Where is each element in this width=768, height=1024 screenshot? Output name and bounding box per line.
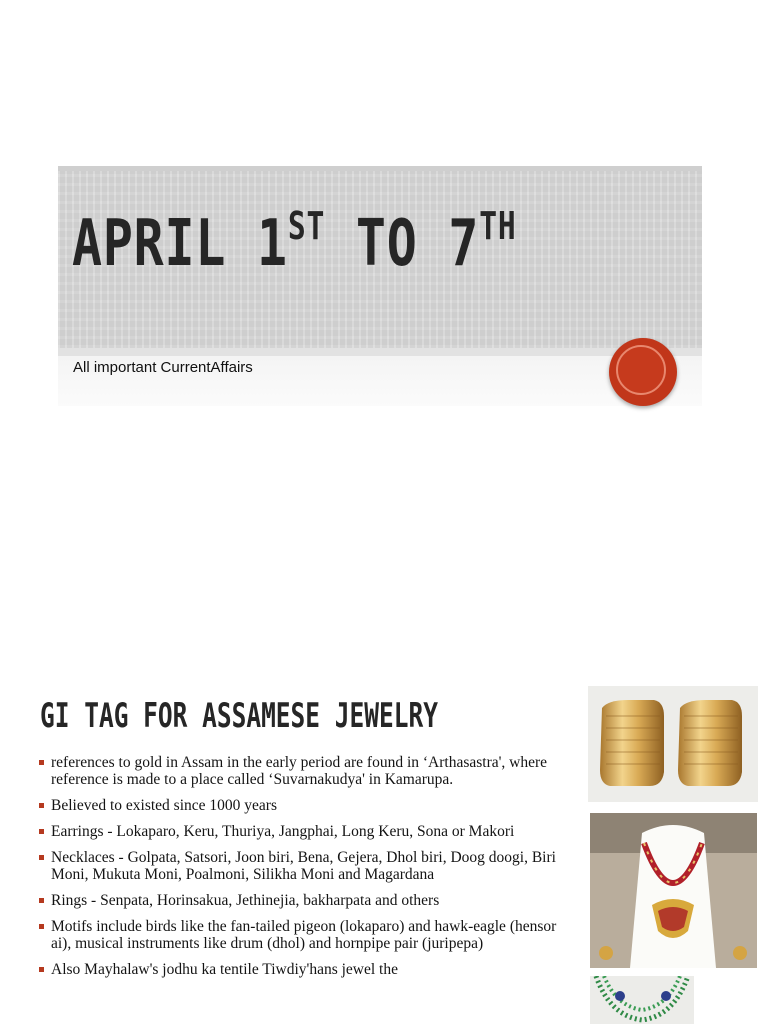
bullet-item: Also Mayhalaw's jodhu ka tentile Tiwdiy'hans jewel the bbox=[38, 961, 570, 978]
necklace-display-photo bbox=[590, 813, 757, 968]
bullet-item: Earrings - Lokaparo, Keru, Thuriya, Jangphai, Long Keru, Sona or Makori bbox=[38, 823, 570, 840]
bullet-item: Motifs include birds like the fan-tailed pigeon (lokaparo) and hawk-eagle (hensor ai), musical instruments like drum (dhol) and hornpipe pair (juripepa) bbox=[38, 918, 570, 952]
bullet-item: Believed to existed since 1000 years bbox=[38, 797, 570, 814]
title-band-bottom-edge bbox=[58, 348, 702, 356]
bullet-item: references to gold in Assam in the early period are found in ‘Arthasastra', where reference is made to a place called ‘Suvarnakudya' in Kamarupa. bbox=[38, 754, 570, 788]
title-band-top-edge bbox=[58, 166, 702, 171]
gold-cuffs-photo bbox=[588, 686, 758, 802]
green-bead-necklace-photo bbox=[590, 976, 694, 1024]
accent-circle-ring bbox=[616, 345, 666, 395]
bullet-item: Necklaces - Golpata, Satsori, Joon biri, Bena, Gejera, Dhol biri, Doog doogi, Biri Moni, Mukuta Moni, Poalmoni, Silikha Moni and Magardana bbox=[38, 849, 570, 883]
slide-title: APRIL 1ST TO 7TH bbox=[72, 204, 517, 281]
slide-heading: GI TAG FOR ASSAMESE JEWELRY bbox=[40, 696, 438, 736]
bullet-list bbox=[38, 754, 570, 987]
slide-subtitle: All important CurrentAffairs bbox=[73, 359, 253, 376]
bullet-item: Rings - Senpata, Horinsakua, Jethinejia, bakharpata and others bbox=[38, 892, 570, 909]
title-slide bbox=[0, 0, 768, 420]
accent-circle bbox=[609, 338, 677, 406]
